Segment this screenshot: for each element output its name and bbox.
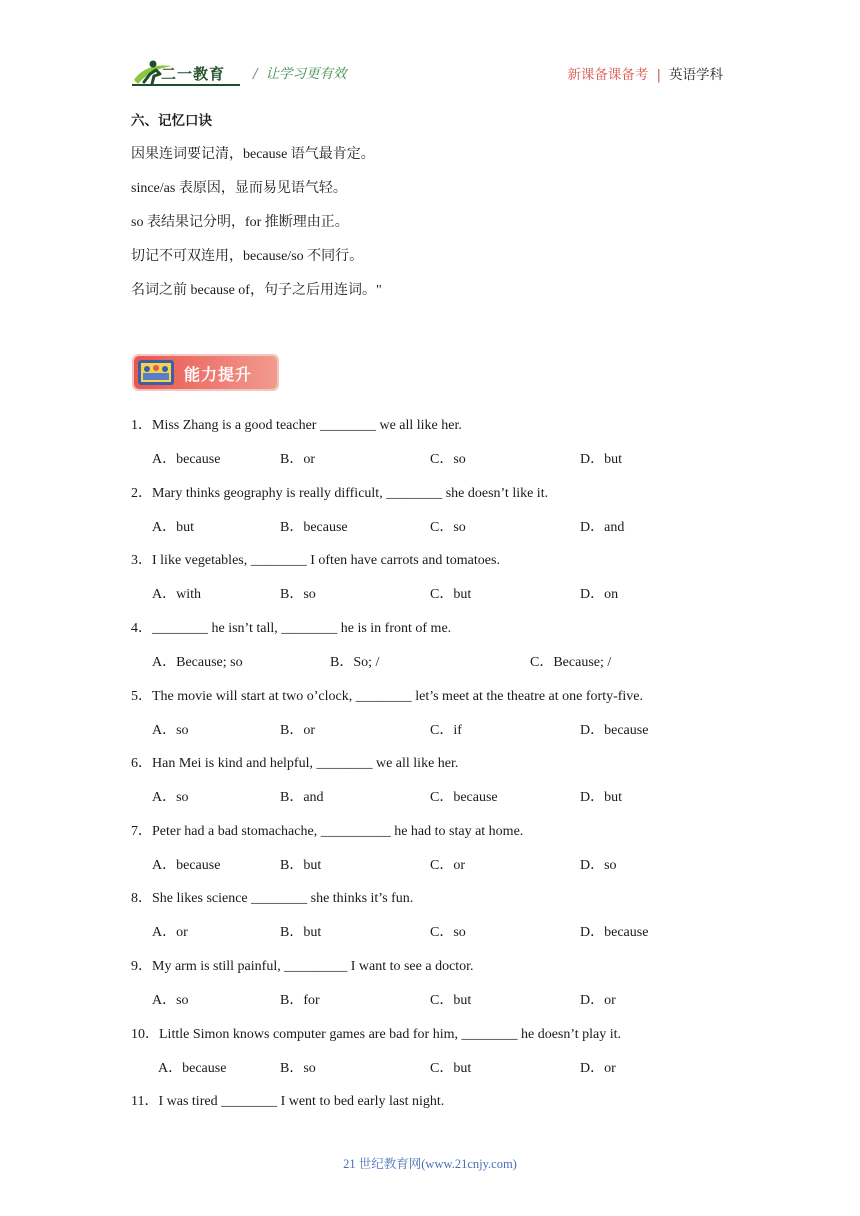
- answer-option[interactable]: B．and: [280, 790, 324, 805]
- answer-option[interactable]: A．because: [152, 452, 221, 467]
- slash-divider: /: [253, 66, 258, 82]
- logo: [132, 58, 244, 88]
- question-stem: 5．The movie will start at two o’clock, ________ let’s meet at the theatre at one forty-five.: [131, 689, 644, 704]
- answer-option[interactable]: C．Because; /: [530, 655, 612, 670]
- question-stem: 2．Mary thinks geography is really difficult, ________ she doesn’t like it.: [131, 486, 549, 501]
- banner-title: 能力提升: [184, 365, 253, 384]
- subject-label: 英语学科: [669, 67, 723, 83]
- answer-option[interactable]: B．so: [280, 587, 316, 602]
- answer-option[interactable]: B．So; /: [330, 655, 380, 670]
- answer-option[interactable]: A．because: [152, 858, 221, 873]
- answer-option[interactable]: B．for: [280, 993, 320, 1008]
- question-stem: 4．________ he isn’t tall, ________ he is in front of me.: [131, 621, 452, 636]
- question-stem: 3．I like vegetables, ________ I often have carrots and tomatoes.: [131, 553, 500, 568]
- answer-option[interactable]: C．so: [430, 452, 466, 467]
- section-banner: [132, 354, 279, 391]
- mnemonic-line: 因果连词要记清，because 语气最肯定。: [131, 147, 375, 162]
- answer-option[interactable]: D．or: [580, 1061, 616, 1076]
- answer-option[interactable]: C．because: [430, 790, 498, 805]
- question-stem: 6．Han Mei is kind and helpful, ________ we all like her.: [131, 756, 459, 771]
- answer-option[interactable]: A．because: [158, 1061, 227, 1076]
- answer-option[interactable]: D．so: [580, 858, 617, 873]
- mnemonic-line: 切记不可双连用，because/so 不同行。: [131, 249, 364, 264]
- vertical-divider: |: [656, 67, 661, 83]
- page-footer: 21 世纪教育网(www.21cnjy.com): [343, 1157, 517, 1171]
- question-stem: 9．My arm is still painful, _________ I want to see a doctor.: [131, 959, 474, 974]
- answer-option[interactable]: B．or: [280, 723, 315, 738]
- answer-option[interactable]: D．because: [580, 925, 649, 940]
- mnemonic-line: since/as 表原因，显而易见语气轻。: [131, 181, 347, 196]
- slogan: [253, 62, 347, 82]
- question-stem: 10．Little Simon knows computer games are bad for him, ________ he doesn’t play it.: [131, 1027, 622, 1042]
- header-tag: 新课备课备考: [567, 67, 649, 83]
- answer-option[interactable]: A．so: [152, 723, 189, 738]
- answer-option[interactable]: A．but: [152, 520, 194, 535]
- answer-option[interactable]: C．so: [430, 520, 466, 535]
- logo-text: 二一教育: [161, 65, 226, 83]
- answer-option[interactable]: C．but: [430, 1061, 472, 1076]
- answer-option[interactable]: C．so: [430, 925, 466, 940]
- answer-option[interactable]: C．if: [430, 723, 462, 738]
- answer-option[interactable]: A．or: [152, 925, 188, 940]
- question-stem: 11．I was tired ________ I went to bed early last night.: [131, 1094, 445, 1109]
- answer-option[interactable]: B．but: [280, 858, 322, 873]
- answer-option[interactable]: D．on: [580, 587, 619, 602]
- answer-option[interactable]: B．because: [280, 520, 348, 535]
- answer-option[interactable]: C．but: [430, 587, 472, 602]
- answer-option[interactable]: B．or: [280, 452, 315, 467]
- mnemonic-line: 名词之前 because of，句子之后用连词。": [131, 283, 382, 298]
- answer-option[interactable]: D．but: [580, 452, 622, 467]
- answer-option[interactable]: A．so: [152, 790, 189, 805]
- question-stem: 1．Miss Zhang is a good teacher ________ we all like her.: [131, 418, 462, 433]
- question-stem: 8．She likes science ________ she thinks it’s fun.: [131, 891, 414, 906]
- answer-option[interactable]: D．but: [580, 790, 622, 805]
- header-right: [567, 63, 723, 83]
- question-stem: 7．Peter had a bad stomachache, __________ he had to stay at home.: [131, 824, 524, 839]
- answer-option[interactable]: C．or: [430, 858, 465, 873]
- answer-option[interactable]: B．so: [280, 1061, 316, 1076]
- section-title: 六、记忆口诀: [131, 113, 212, 129]
- mnemonic-line: so 表结果记分明，for 推断理由正。: [131, 215, 349, 230]
- answer-option[interactable]: A．so: [152, 993, 189, 1008]
- answer-option[interactable]: D．because: [580, 723, 649, 738]
- slogan-text: 让学习更有效: [265, 66, 347, 82]
- answer-option[interactable]: A．Because; so: [152, 655, 243, 670]
- answer-option[interactable]: A．with: [152, 587, 201, 602]
- page-header: [132, 58, 723, 88]
- answer-option[interactable]: D．or: [580, 993, 616, 1008]
- answer-option[interactable]: C．but: [430, 993, 472, 1008]
- answer-option[interactable]: B．but: [280, 925, 322, 940]
- answer-option[interactable]: D．and: [580, 520, 625, 535]
